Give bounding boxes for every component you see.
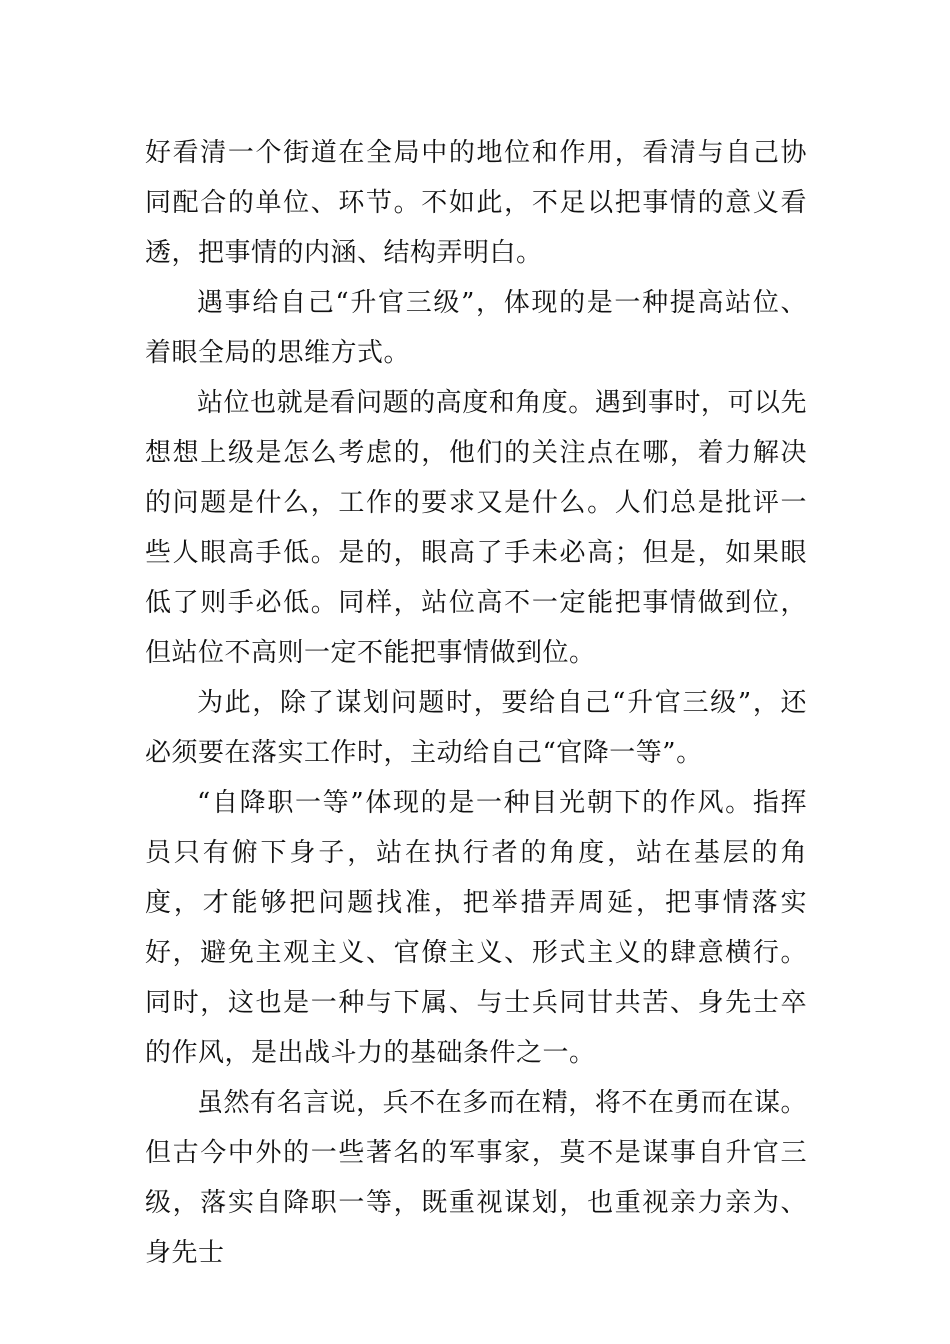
paragraph: “自降职一等”体现的是一种目光朝下的作风。指挥员只有俯下身子，站在执行者的角度，站在基层的角度，才能够把问题找准，把举措弄周延，把事情落实好，避免主观主义、官僚主义、形式主义的肆意横行。同时，这也是一种与下属、与士兵同甘共苦、身先士卒的作风，是出战斗力的基础条件之一。 — [145, 788, 807, 1068]
paragraph: 遇事给自己“升官三级”，体现的是一种提高站位、着眼全局的思维方式。 — [145, 288, 807, 368]
paragraph-continuation: 好看清一个街道在全局中的地位和作用，看清与自己协同配合的单位、环节。不如此，不足以把事情的意义看透，把事情的内涵、结构弄明白。 — [145, 138, 807, 268]
paragraph: 虽然有名言说，兵不在多而在精，将不在勇而在谋。但古今中外的一些著名的军事家，莫不是谋事自升官三级，落实自降职一等，既重视谋划，也重视亲力亲为、身先士 — [145, 1088, 807, 1268]
paragraph: 为此，除了谋划问题时，要给自己“升官三级”，还必须要在落实工作时，主动给自己“官降一等”。 — [145, 688, 807, 768]
document-body — [145, 128, 807, 1278]
paragraph: 站位也就是看问题的高度和角度。遇到事时，可以先想想上级是怎么考虑的，他们的关注点在哪，着力解决的问题是什么，工作的要求又是什么。人们总是批评一些人眼高手低。是的，眼高了手未必高；但是，如果眼低了则手必低。同样，站位高不一定能把事情做到位，但站位不高则一定不能把事情做到位。 — [145, 388, 807, 668]
